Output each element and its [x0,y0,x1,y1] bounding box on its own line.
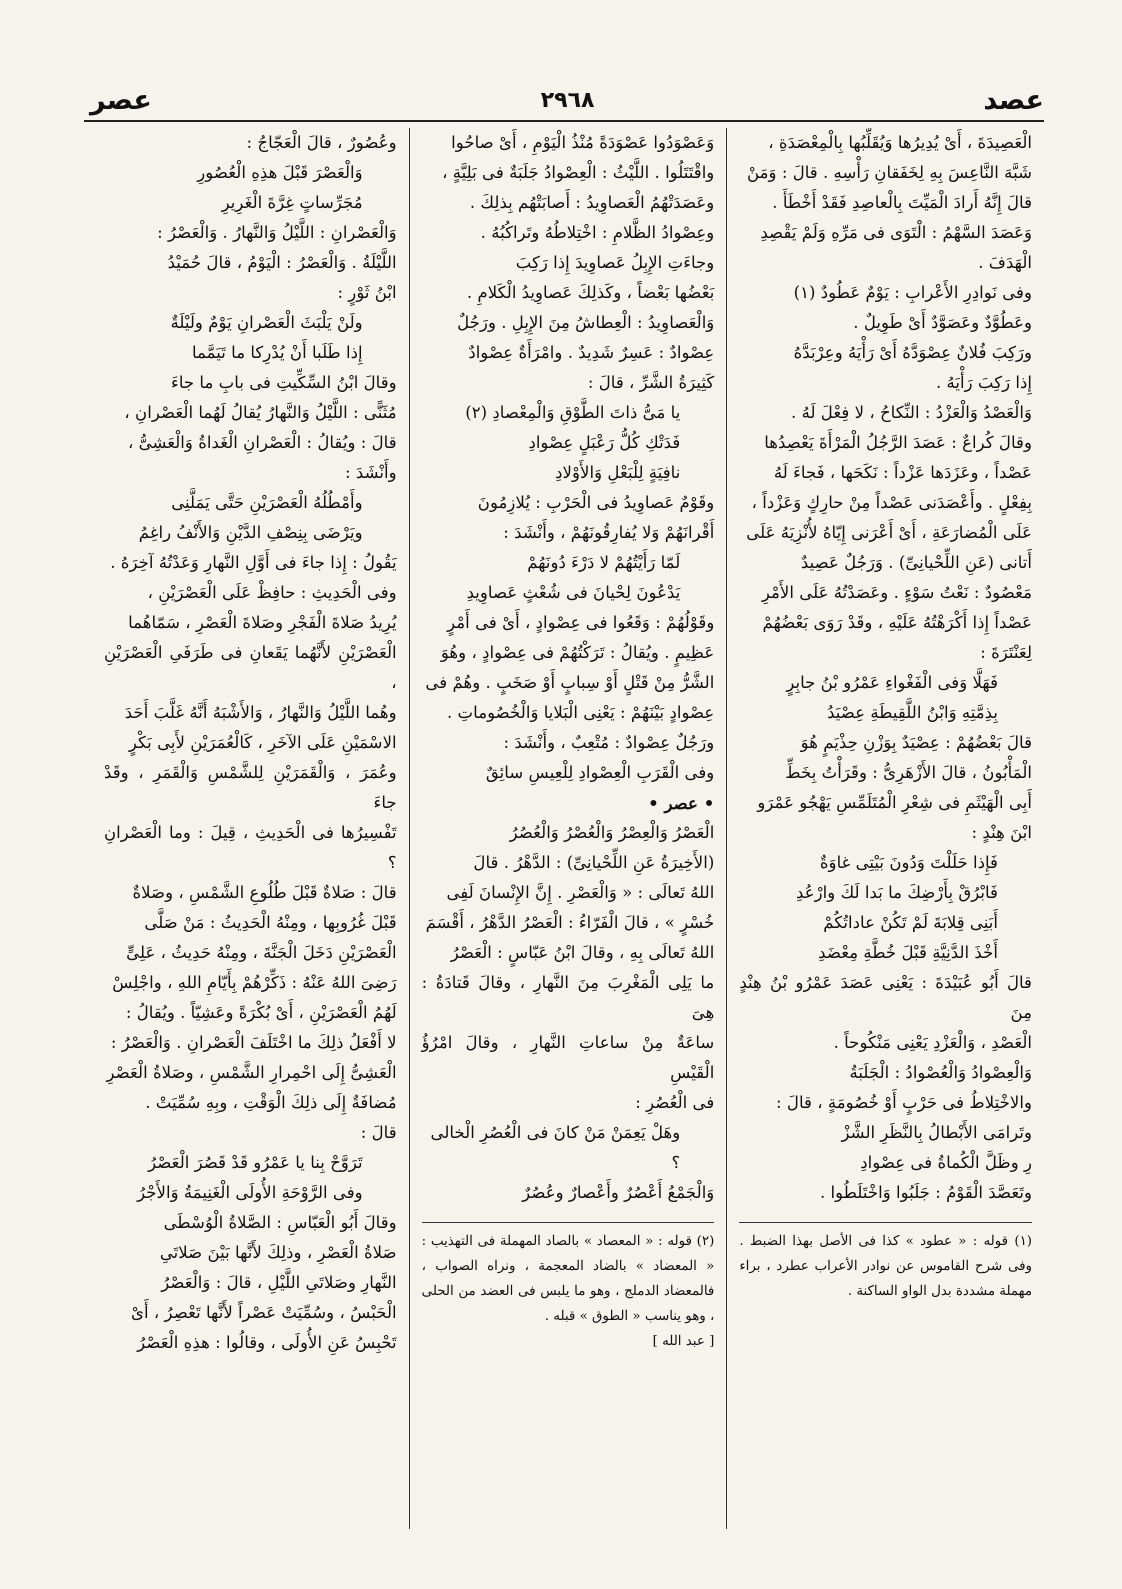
verse-line: ويَرْضَى بِنِصْفِ الدَّيْنِ وَالأَنْفُ راغِمُ [138,523,363,542]
verse-line: فَدَتْكِ كُلُّ رَعْبَلٍ عِصْوادِ [528,433,681,452]
verse-line: فَهَلَّا وَفى الْفَغْواءِ عَمْرُو بْنُ جابِرٍ [786,673,998,692]
text-line: وعُصُورٌ ، قالَ الْعَجّاجُ : [246,133,397,152]
column-right [727,128,1044,1529]
text-line: وَالْعَصْدُ وَالْعَزْدُ : النِّكاحُ ، لا فِعْلَ لَهُ . [791,403,1032,422]
text-line: كَثِيرَةُ الشَّرِّ ، قالَ : [587,373,715,392]
text-line: الْمَأْبُونُ ، قالَ الأَزْهَرِىُّ : وقَرَأْتُ بِخَطِّ [785,763,1032,782]
text-line: وقَوْلُهُمْ : وَقَعُوا فى عِصْوادٍ ، أَىْ فى أَمْرٍ [447,613,715,632]
verse-line: لَمّا رَأَيْتُهُمْ لا دَرْءَ دُونَهُمْ [527,553,681,572]
text-line: رِ وظَلَّ الْكُماةُ فى عِصْوادِ [860,1153,1032,1172]
text-line: إِذا رَكِبَ رَأْيَهُ . [935,373,1032,392]
text-line: لا أَفْعَلُ ذلِكَ ما اخْتَلَفَ الْعَصْرانِ . وَالْعَصْرُ : [110,1033,397,1052]
text-line: النَّهارِ وصَلاتَىِ اللَّيْلِ ، قالَ : وَالْعَصْرُ [161,1273,397,1292]
entry-heading: • عصر • [648,793,715,813]
text-line: تَحْبِسُ عَنِ الأُولَى ، وقالُوا : هذِهِ الْعَصْرُ [137,1333,397,1352]
text-line: اللهُ تَعالَى : « وَالْعَصْرِ . إِنَّ الإِنْسانَ لَفِى [446,883,715,902]
text-line: الْهَدَفَ . [978,253,1032,272]
text-line: قالَ إِنَّهُ أَرادَ الْمَيِّتَ بِالْعاصِدِ فَقَدْ أَخْطَأَ . [772,193,1032,212]
text-line: اللَّيْلَةُ . وَالْعَصْرُ : الْيَوْمُ ، قالَ حُمَيْدُ [167,253,397,272]
text-line: قالَ بَعْضُهُمْ : عِصْيَدٌ بِوَزْنِ حِذْيَمٍ هُوَ [800,733,1032,752]
text-line: الْعَصِيدَةَ ، أَىْ يُدِيرُها وَيُقَلِّبُها بِالْمِعْصَدَةِ ، [768,133,1032,152]
text-line: وَعَصْوَدُوا عَصْوَدَةً مُنْذُ الْيَوْمِ ، أَىْ صاحُوا [451,133,715,152]
verse-line: فَابْرُقْ بِأَرْضِكَ ما بَدا لَكَ وارْعُدِ [796,883,998,902]
text-line: عَصْداً ، وعَزَدَها عَزْداً : نَكَحَها ، فَجاءَ لَهُ [773,463,1032,482]
text-line: رَضِىَ اللهُ عَنْهُ : ذَكِّرْهُمْ بِأَيّامِ اللهِ ، واجْلِسْ [112,973,397,992]
text-line: لَهُمُ الْعَصْرَيْنِ ، أَىْ بُكْرَةً وعَشِيّاً . ويُقالُ : [125,1003,397,1022]
text-line: قالَ : ويُقالُ : الْعَصْرانِ الْغَداةُ وَالْعَشِىُّ ، [127,433,397,452]
text-line: مَعْصُودٌ : نَعْتُ سَوْءٍ . وعَصَدْتُهُ عَلَى الأَمْرِ [761,583,1032,602]
footnote: (٢) قوله : « المعصاد » بالصاد المهملة فى التهذيب : « المعضاد » بالضاد المعجمة ، ونراه الصواب ، فالمعضاد الدملج ، وهو ما يلبس فى العضد من الحلى ، وهو يناسب « الطوق » قبله . [421,1234,715,1324]
text-line: والاخْتِلاطُ فى حَرْبٍ أَوْ خُصُومَةٍ ، قالَ : [776,1093,1032,1112]
text-line: وعِصْوادُ الظَّلامِ : اخْتِلاطُهُ وتَراكُبُهُ . [480,223,715,242]
text-line: عِصْوادٌ : عَسِرٌ شَدِيدٌ . وامْرَأَةٌ عِصْوادٌ [468,343,715,362]
text-line: خُسْرٍ » ، قالَ الْفَرّاءُ : الْعَصْرُ الدَّهْرُ ، أَقْسَمَ [425,913,715,932]
text-line: وفى الْحَدِيثِ : حافِظْ عَلَى الْعَصْرَيْنِ ، [147,583,397,602]
verse-line: وفى الرَّوْحَةِ الأُولَى الْغَنِيمَةُ وَالأَجْرُ [137,1183,363,1202]
running-head [90,78,1044,122]
verse-line: أَبَنِى قِلابَةَ لَمْ تَكُنْ عاداتُكُمْ [823,913,998,932]
verse-line: وَالْعَصْرَ قَبْلَ هذِهِ الْعُصُورِ [197,163,363,182]
text-line: وقَوْمٌ عَصاوِيدُ فى الْحَرْبِ : يُلازِمُونَ [477,493,715,512]
text-line: الاسْمَيْنِ عَلَى الآخَرِ ، كَالْعُمَرَيْنِ لأَبِى بَكْرٍ [128,733,397,752]
verse-line: أَخْذَ الدَّنِيَّةِ قَبْلَ خُطَّةِ مِعْضَدِ [818,943,998,962]
text-line: وفى الْقَرَبِ الْعِصْوادِ لِلْعِيسِ سائِقٌ [485,763,715,782]
text-line: يَقُولُ : إِذا جاءَ فى أَوَّلِ النَّهارِ وَعَدْتُهُ آخِرَهُ . [110,553,397,572]
text-line: وجاءَتِ الإِبِلُ عَصاوِيدَ إِذا رَكِبَ [515,253,715,272]
text-line: وَالْجَمْعُ أَعْصُرٌ وأَعْصارٌ وعُصُرٌ [522,1183,715,1202]
text-line: وَالْعِصْوادُ وَالْعُصْوادُ : الْجَلَبَةُ [849,1063,1032,1082]
text-line: وَالْعَصْرانِ : اللَّيْلُ وَالنَّهارُ . وَالْعَصْرُ : [157,223,397,242]
text-line: وأَنْشَدَ : [345,463,397,482]
text-columns [92,128,1044,1529]
text-line: مُثَنًّى : اللَّيْلُ وَالنَّهارُ يُقالُ لَهُما الْعَصْرانِ ، [124,403,397,422]
text-line: ابْنَ هِنْدٍ : [971,823,1032,842]
text-line: عِصْوادٍ بَيْنَهُمْ : يَعْنِى الْبَلايا وَالْخُصُوماتِ . [446,703,715,722]
text-line: وَعَصَدَ السَّهْمُ : الْتَوَى فى مَرِّهِ وَلَمْ يَقْصِدِ [760,223,1032,242]
verse-line: بِذِمَّتِهِ وَابْنُ اللَّقِيطَةِ عِصْيَدُ [827,703,998,722]
text-line: بَعْضُها بَعْضاً ، وكَذلِكَ عَصاوِيدُ الْكَلامِ . [466,283,715,302]
verse-line: فَإِذا حَلَلْتَ وَدُونَ بَيْتِى غاوَةٌ [819,853,998,872]
text-line: قالَ أَبُو عُبَيْدَةَ : يَعْنِى عَصَدَ عَمْرُو بْنُ هِنْدٍ مِنَ [739,973,1032,1022]
text-line: ابْنُ ثَوْرٍ : [337,283,397,302]
text-line: الْعَصْرَيْنِ دَخَلَ الْجَنَّةَ ، ومِنْهُ حَدِيثُ ، عَلِىٍّ [126,943,397,962]
text-line: الْعَصْرُ وَالْعِصْرُ وَالْعُصْرُ وَالْعُصُرُ [509,823,715,842]
header-rule [84,120,1044,122]
text-line: الشَّرُّ مِنْ قَتْلٍ أَوْ سِبابٍ أَوْ صَخَبٍ . وهُمْ فى [425,673,715,692]
footnotes [739,1222,1032,1304]
text-line: وتَرامَى الأَبْطالُ بِالنَّظَرِ الشَّزْ [841,1123,1032,1142]
text-line: شَبَّهَ النَّاعِسَ بِهِ لِخَفَقانِ رَأْسِهِ . قالَ : وَمَنْ [747,163,1032,182]
text-line: قالَ : صَلاةٌ قَبْلَ طُلُوعِ الشَّمْسِ ، وصَلاةٌ [132,883,397,902]
text-line: قالَ : [360,1123,397,1142]
footnotes [422,1222,715,1354]
text-line: عَصْداً إِذا أَكْرَهْتُهُ عَلَيْهِ ، وقَدْ رَوَى بَعْضُهُمْ [762,613,1032,632]
text-line: وعَصَدَتْهُمُ الْعَصاوِيدُ : أَصابَتْهُم بِذلِكَ . [469,193,715,212]
text-line: ما يَلِى الْمَغْرِبَ مِنَ النَّهارِ ، وقالَ قَتادَةُ : هِىَ [421,973,715,1022]
text-line: أَتانى (عَنِ اللِّحْيانِىِّ) . وَرَجُلٌ عَصِيدٌ [800,553,1032,572]
column-middle [410,128,728,1529]
text-line: اللهُ تَعالَى بِهِ ، وقالَ ابْنُ عَبّاسٍ : الْعَصْرُ [450,943,715,962]
text-line: الْحَبْسُ ، وسُمِّيَتْ عَصْراً لأَنَّها تَعْصِرُ ، أَىْ [131,1303,397,1322]
text-line: الْعَصْدِ ، وَالْعَزْدِ يَعْنِى مَنْكُوحاً . [833,1033,1032,1052]
text-line: وهُما اللَّيْلُ وَالنَّهارُ ، وَالأَشْبَهُ أَنَّهُ غَلَّبَ أَحَدَ [124,703,397,722]
text-line: صَلاةُ الْعَصْرِ ، وذلِكَ لأَنَّها بَيْنَ صَلاتَىِ [159,1243,397,1262]
text-line: وَالْعَصاوِيدُ : الْعِطاشُ مِنَ الإِبِلِ . ورَجُلٌ [457,313,715,332]
verse-line: نافِيَةٍ لِلْبَعْلِ وَالأَوْلادِ [555,463,681,482]
text-line: عَلَى الْمُضارَعَةِ ، أَىْ أَعْرَنى إِيّاهُ لأُنْزِيَهُ عَلَى [746,523,1032,542]
text-line: وعُمَرَ ، وَالْقَمَرَيْنِ لِلشَّمْسِ وَالْقَمَرِ ، وقَدْ جاءَ [103,763,397,812]
text-line: وتَعَصَّدَ الْقَوْمُ : جَلَبُوا وَاخْتَلَطُوا . [820,1183,1032,1202]
text-line: مُضافَةٌ إِلَى ذلِكَ الْوَقْتِ ، وبِهِ سُمِّيَتْ . [145,1093,397,1112]
text-line: قَبْلَ غُرُوبِها ، ومِنْهُ الْحَدِيثُ : مَنْ صَلَّى [144,913,397,932]
text-line: عَظِيمٍ . ويُقالُ : تَرَكْتُهُمْ فى عِصْوادٍ ، وهُوَ [440,643,715,662]
verse-line: تَرَوَّحْ بِنا يا عَمْرُو قَدْ قَصُرَ الْعَصْرُ [148,1153,363,1172]
verse-line: ولَنْ يَلْبَثَ الْعَصْرانِ يَوْمٌ ولَيْلَةٌ [170,313,363,332]
page-number: ٢٩٦٨ [540,87,595,113]
text-line: ساعَةٌ مِنْ ساعاتِ النَّهارِ ، وقالَ امْرُؤُ الْقَيْسِ [421,1033,715,1082]
footnote: (١) قوله : « عطود » كذا فى الأصل بهذا الضبط . وفى شرح القاموس عن نوادر الأعراب عطرد ، براء مهملة مشددة بدل الواو الساكنة . [739,1234,1032,1299]
verse-line: يَدْعُونَ لِحْيانَ فى شُعْثٍ عَصاوِيدِ [466,583,681,602]
header-left-word: عصر [90,84,152,116]
text-line: واقْتَتَلُوا . اللَّيْثُ : الْعِصْوادُ جَلَبَةٌ فى بَلِيَّةٍ ، [442,163,715,182]
footnote: [ عبد الله ] [652,1334,715,1349]
column-left [92,128,410,1529]
text-line: أَبِى الْهَيْثَمِ فى شِعْرِ الْمُتَلَمِّسِ يَهْجُو عَمْرَو [757,793,1032,812]
text-line: وعَطُوَّدٌ وعَصَوَّدٌ أَىْ طَوِيلٌ . [853,313,1032,332]
text-line: أَقْرانَهُمْ وَلا يُفارِقُونَهُمْ ، وأَنْشَدَ : [503,523,715,542]
verse-line: وأَمْطُلُهُ الْعَصْرَيْنِ حَتَّى يَمَلَّنِى [171,493,363,512]
text-line: الْعَصْرَيْنِ لأَنَّهُما يَقَعانِ فى طَرَفَىِ الْعَصْرَيْنِ ، [103,643,397,692]
text-line: وقالَ ابْنُ السِّكِّيتِ فى بابِ ما جاءَ [171,373,397,392]
verse-line: وهَلْ يَعِمَنْ مَنْ كانَ فى الْعُصُرِ الْخالى ؟ [430,1123,681,1172]
text-line: ورَجُلٌ عِصْوادٌ : مُتْعِبٌ ، وأَنْشَدَ : [503,733,715,752]
text-line: وقالَ كُراعٌ : عَصَدَ الرَّجُلُ الْمَرْأَةَ يَعْصِدُها [764,433,1032,452]
header-right-word: عصد [983,84,1044,116]
text-line: (الأَخِيرَةُ عَنِ اللِّحْيانِىِّ) : الدَّهْرُ . قالَ [473,853,715,872]
text-line: يُرِيدُ صَلاةَ الْفَجْرِ وصَلاةَ الْعَصْرِ ، سَمّاهُما [128,613,397,632]
text-line: ورَكِبَ فُلانٌ عِصْوَدَّهُ أَىْ رَأْيَهُ وعِرْبَدَّهُ [793,343,1032,362]
text-line: لِعَنْتَرَةَ : [980,643,1032,662]
text-line: وفى نَوادِرِ الأَعْرابِ : يَوْمٌ عَطُودٌ (١) [793,283,1032,302]
text-line: وقالَ أَبُو الْعَبّاسِ : الصَّلاةُ الْوُسْطَى [163,1213,397,1232]
verse-line: إِذا طَلَبا أَنْ يُدْرِكا ما تَيَمَّما [192,343,363,362]
text-line: تَفْسِيرُها فى الْحَدِيثِ ، قِيلَ : وما الْعَصْرانِ ؟ [103,823,397,872]
verse-line: مُجَرِّساتٍ غِرَّةَ الْغَرِيرِ [221,193,363,212]
text-line: بِفِعْلٍ . وأَعْصَدَنى عَصْداً مِنْ حارِكٍ وَعَزْداً ، [751,493,1032,512]
text-line: فى الْعُصُرِ : [635,1093,715,1112]
verse-line: يا مَىُّ ذاتَ الطَّوْقِ وَالْمِعْصادِ (٢) [465,403,681,422]
text-line: الْعَشِىُّ إِلَى احْمِرارِ الشَّمْسِ ، وصَلاةُ الْعَصْرِ [106,1063,397,1082]
